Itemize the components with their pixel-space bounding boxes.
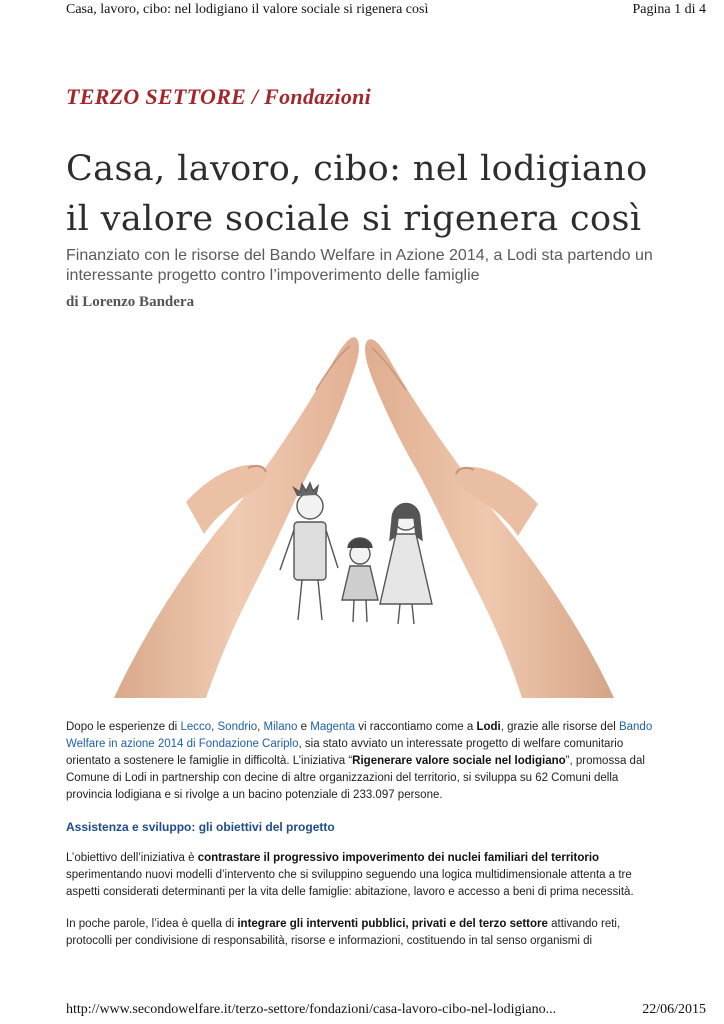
text: In poche parole, l’idea è quella di xyxy=(66,918,238,930)
print-header-title: Casa, lavoro, cibo: nel lodigiano il valore sociale si rigenera così xyxy=(66,2,429,17)
text: attivando reti, protocolli per condivisione di responsabilità, risorse e informazioni, costituendo in tal senso organismi di xyxy=(66,918,621,947)
bold-initiative-name: Rigenerare valore sociale nel lodigiano xyxy=(352,755,566,767)
link-milano[interactable]: Milano xyxy=(263,721,298,733)
text: e xyxy=(297,721,311,733)
print-footer xyxy=(0,1002,724,1022)
article-title-line2: il valore sociale si rigenera così xyxy=(66,199,642,239)
section-breadcrumb[interactable]: TERZO SETTORE / Fondazioni xyxy=(66,84,372,109)
print-header xyxy=(0,0,724,22)
article-title xyxy=(66,144,706,244)
paragraph-objective xyxy=(66,850,666,901)
print-header-page: Pagina 1 di 4 xyxy=(632,2,706,17)
link-lecco[interactable]: Lecco xyxy=(180,721,212,733)
link-magenta[interactable]: Magenta xyxy=(310,721,355,733)
text: L’obiettivo dell’iniziativa è xyxy=(66,852,198,864)
article-title-line1: Casa, lavoro, cibo: nel lodigiano xyxy=(66,149,648,189)
text: , grazie alle risorse del xyxy=(500,721,619,733)
article-body xyxy=(66,719,666,965)
paragraph-idea xyxy=(66,916,666,950)
text: ”, promossa dal Comune di Lodi in partnership con decine di altre organizzazioni del territorio, si sviluppa su 62 Comuni della provincia lodigiana e si rivolge a un bacino potenziale di 233.097 persone. xyxy=(66,755,645,801)
article-byline: di Lorenzo Bandera xyxy=(66,294,195,310)
hands-house-family-image xyxy=(66,320,656,700)
text: sperimentando nuovi modelli d’intervento che si sviluppino seguendo una logica multidimensionale attenta a tre aspetti considerati determinanti per la vita delle famiglie: abitazione, lavoro e accesso a beni di prima necessità. xyxy=(66,869,634,898)
text: vi raccontiamo come a xyxy=(355,721,477,733)
section-heading: Assistenza e sviluppo: gli obiettivi del progetto xyxy=(66,820,335,834)
text: , xyxy=(257,721,264,733)
text: , sia stato avviato un interessate progetto di welfare comunitario orientato a sostenere le famiglie in difficoltà. L’iniziativa “ xyxy=(66,738,624,767)
print-footer-date: 22/06/2015 xyxy=(642,1002,706,1017)
link-sondrio[interactable]: Sondrio xyxy=(217,721,258,733)
link-bando-welfare[interactable]: Bando Welfare in azione 2014 di Fondazione Cariplo xyxy=(66,721,653,750)
hands-house-family-illustration xyxy=(66,320,656,700)
text: Dopo le esperienze di xyxy=(66,721,181,733)
text: , xyxy=(211,721,218,733)
bold-lodi: Lodi xyxy=(476,721,501,733)
paragraph-intro xyxy=(66,719,666,804)
article-subtitle: Finanziato con le risorse del Bando Welfare in Azione 2014, a Lodi sta partendo un interessante progetto contro l’impoverimento delle famiglie xyxy=(66,247,653,284)
bold-objective: contrastare il progressivo impoverimento dei nuclei familiari del territorio xyxy=(197,852,600,864)
print-footer-url: http://www.secondowelfare.it/terzo-settore/fondazioni/casa-lavoro-cibo-nel-lodigiano... xyxy=(66,1002,557,1017)
bold-integration: integrare gli interventi pubblici, privati e del terzo settore xyxy=(237,918,548,930)
